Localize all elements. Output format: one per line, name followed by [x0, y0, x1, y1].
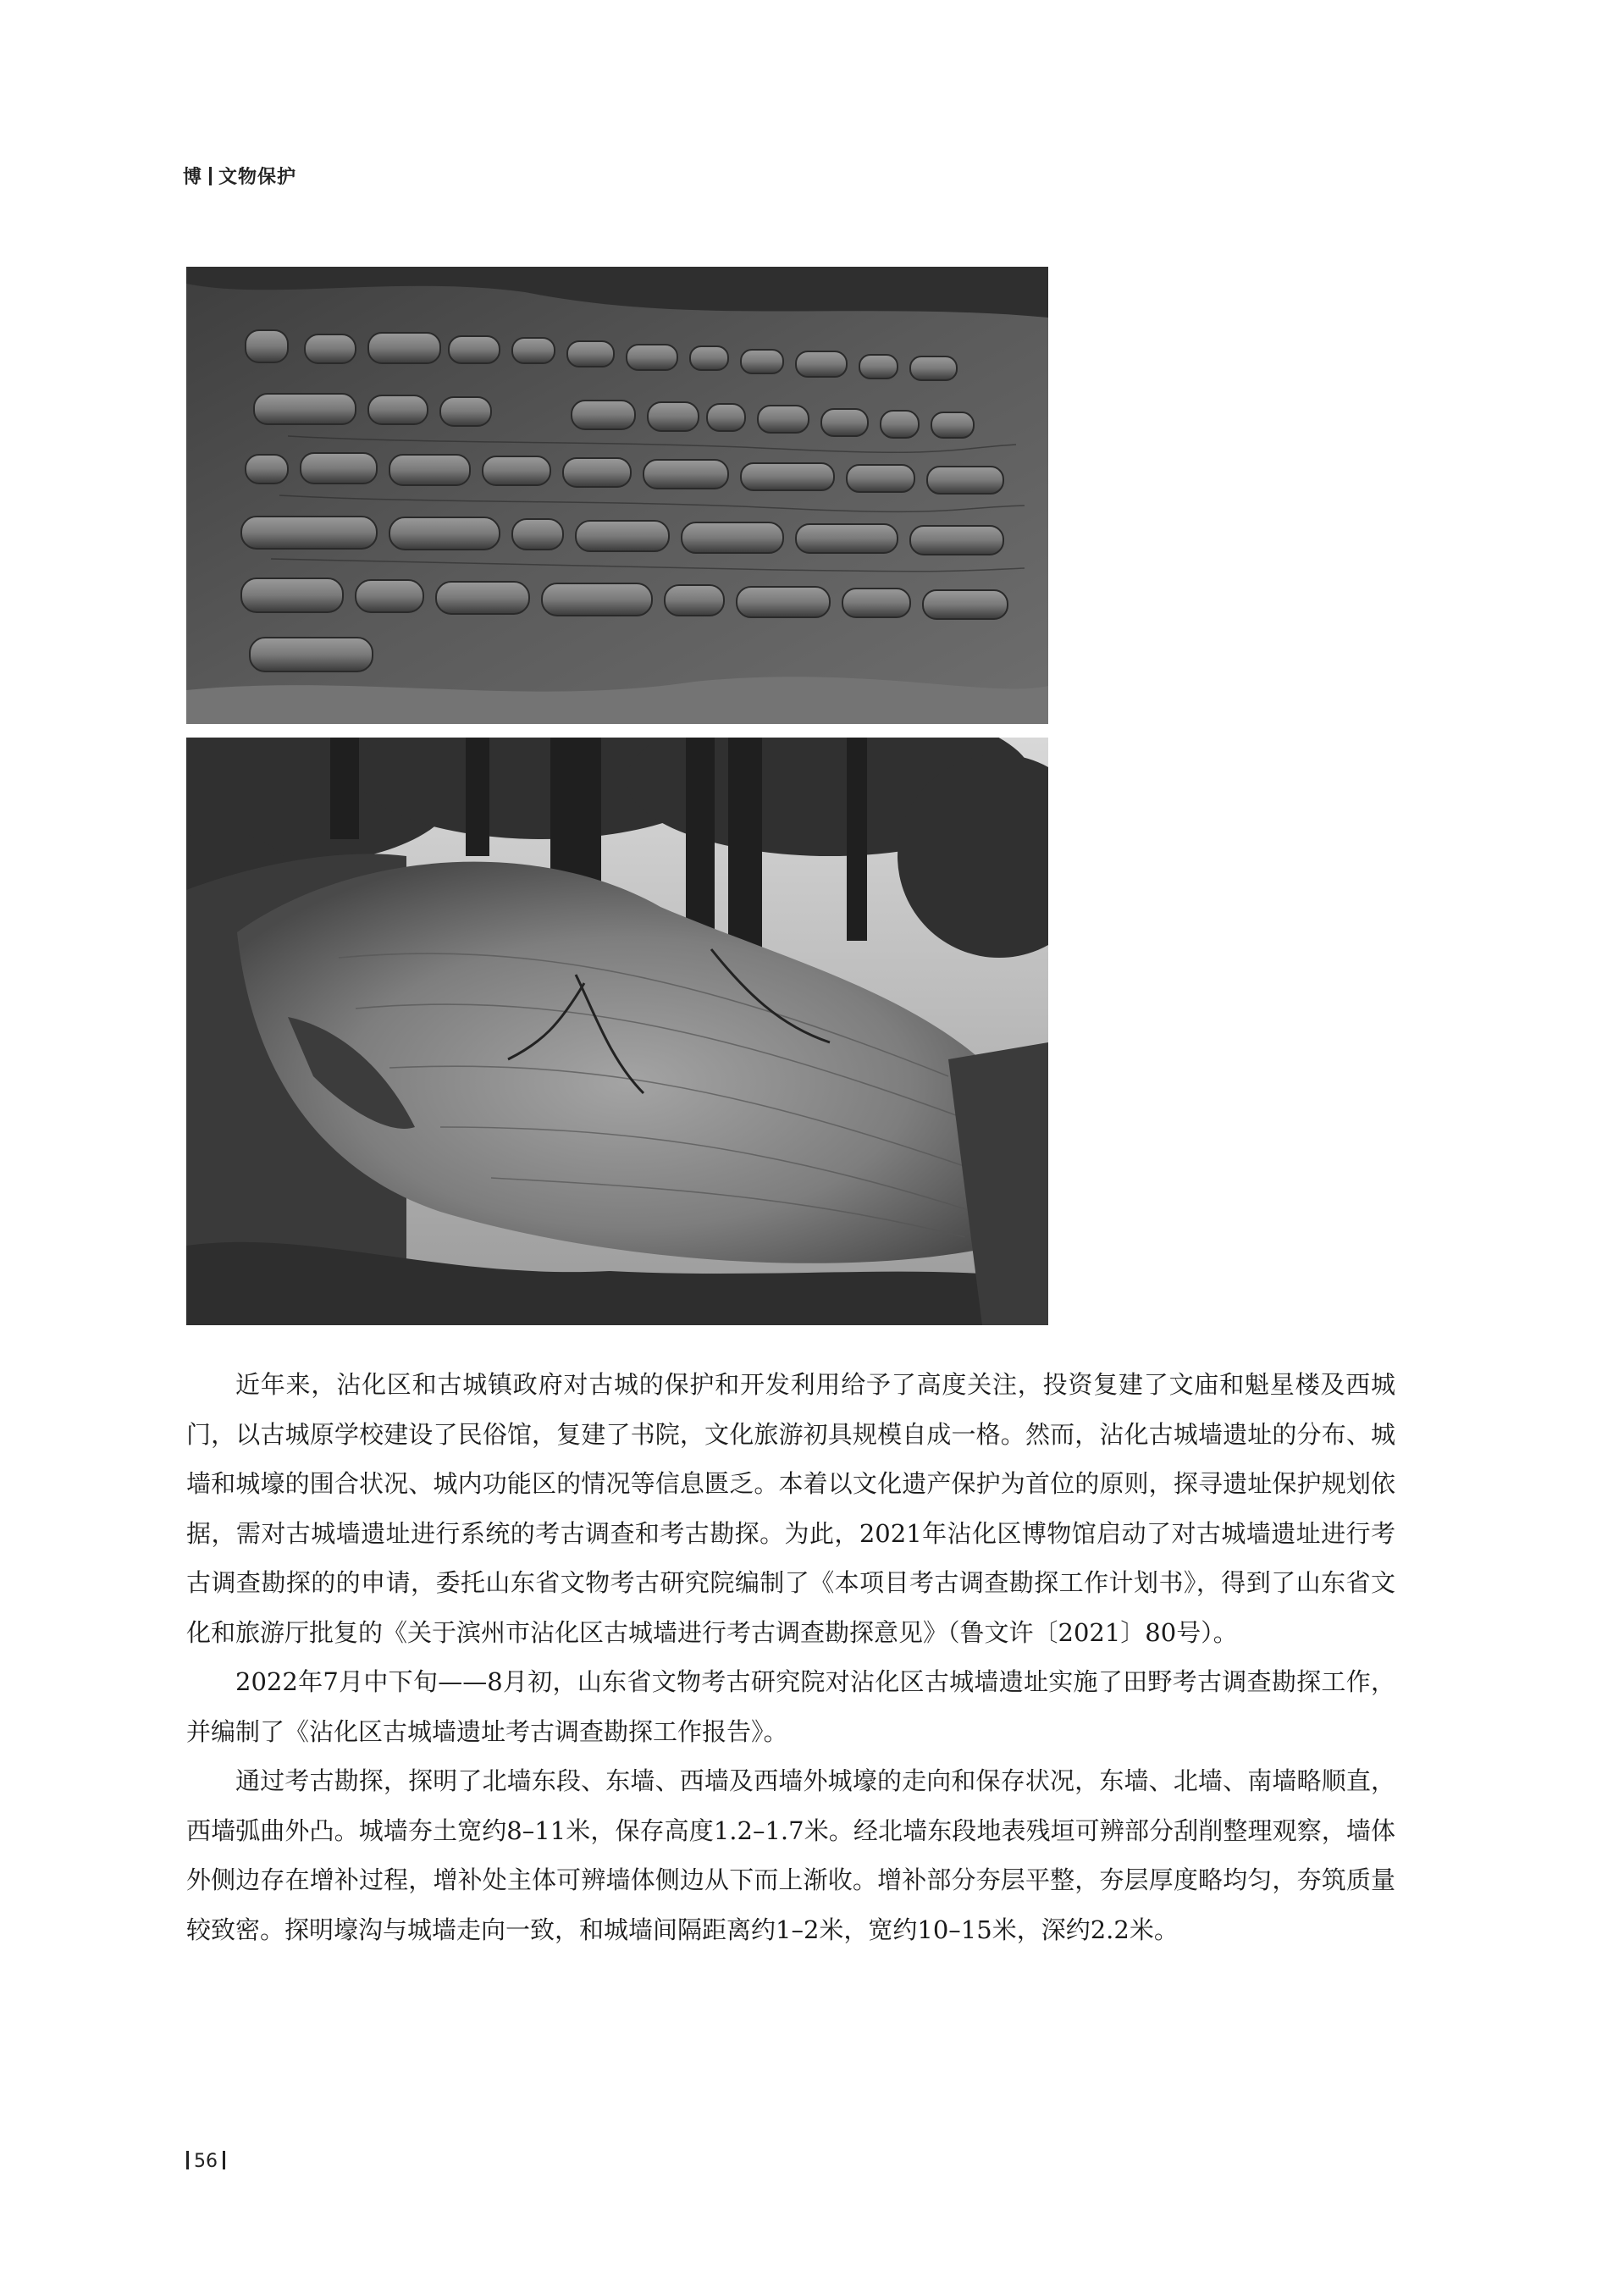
page-number-value: 56 — [194, 2151, 218, 2172]
page-number-bar-right — [223, 2151, 225, 2169]
earthen-wall-section-photo — [186, 738, 1048, 1325]
earthen-wall-section-image — [186, 738, 1048, 1325]
excavated-cylinders-photo — [186, 267, 1048, 724]
magazine-name: 博 — [183, 167, 203, 188]
header-separator — [209, 167, 212, 185]
excavated-cylinders-image — [186, 267, 1048, 724]
running-header — [183, 163, 296, 189]
article-body — [186, 1360, 1395, 1954]
paragraph-1: 近年来，沾化区和古城镇政府对古城的保护和开发利用给予了高度关注，投资复建了文庙和魁星楼及西城门，以古城原学校建设了民俗馆，复建了书院，文化旅游初具规模自成一格。然而，沾化古城墙遗址的分布、城墙和城壕的围合状况、城内功能区的情况等信息匮乏。本着以文化遗产保护为首位的原则，探寻遗址保护规划依据，需对古城墙遗址进行系统的考古调查和考古勘探。为此，2021年沾化区博物馆启动了对古城墙遗址进行考古调查勘探的的申请，委托山东省文物考古研究院编制了《本项目考古调查勘探工作计划书》，得到了山东省文化和旅游厅批复的《关于滨州市沾化区古城墙进行考古调查勘探意见》（鲁文许〔2021〕80号）。 — [186, 1370, 1395, 1647]
page-number — [181, 2151, 230, 2172]
section-name: 文物保护 — [218, 167, 297, 188]
paragraph-2: 2022年7月中下旬——8月初，山东省文物考古研究院对沾化区古城墙遗址实施了田野考古调查勘探工作，并编制了《沾化区古城墙遗址考古调查勘探工作报告》。 — [186, 1667, 1395, 1746]
page-number-bar-left — [186, 2151, 189, 2169]
paragraph-3: 通过考古勘探，探明了北墙东段、东墙、西墙及西墙外城壕的走向和保存状况，东墙、北墙、南墙略顺直，西墙弧曲外凸。城墙夯土宽约8–11米，保存高度1.2–1.7米。经北墙东段地表残垣可辨部分刮削整理观察，墙体外侧边存在增补过程，增补处主体可辨墙体侧边从下而上渐收。增补部分夯层平整，夯层厚度略均匀，夯筑质量较致密。探明壕沟与城墙走向一致，和城墙间隔距离约1–2米，宽约10–15米，深约2.2米。 — [186, 1766, 1395, 1944]
